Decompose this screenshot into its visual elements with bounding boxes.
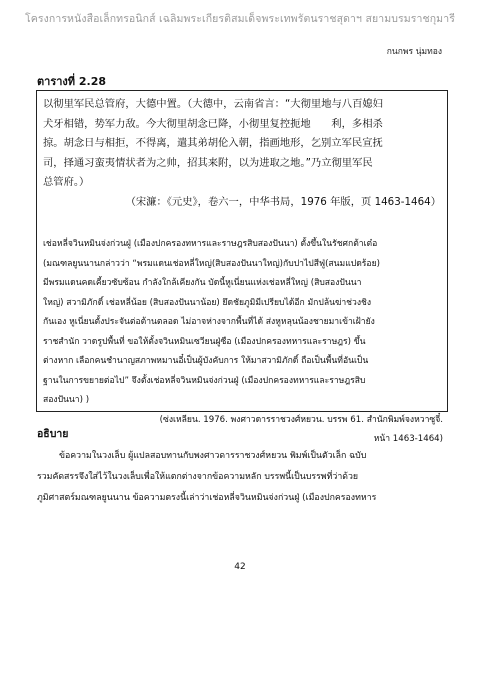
page-number: 42 [234, 562, 246, 572]
zh-line: 掠。胡念日与相拒，不得离，遣其弟胡伦入朝，指画地形，乞别立军民宣抚 [43, 137, 383, 149]
zh-line: 司，择通习蛮夷情状者为之帅，招其来附，以为进取之地。”乃立彻里军民 [43, 156, 373, 169]
zh-line: 犬牙相错，势军力敌。今大彻里胡念已降，小彻里复控扼地 利，多相杀 [43, 117, 383, 130]
zh-citation: （宋濂：《元史》，卷六一，中华书局，1976 年版，页 1463-1464） [125, 195, 441, 208]
th-line: (มณฑลยูนนานกล่าวว่า “พรมแดนเช่อหลี่ใหญ่(สิบสองปันนาใหญ่)กับปาไปสีฟู่(สนมแปดร้อย) [43, 258, 380, 269]
th-line: ใหญ่) สวามิภักดิ์ เช่อหลี่น้อย (สิบสองปันนาน้อย) ยึดชัยภูมิมีเปรียบได้อีก มักปล้นฆ่าช่วงชิง [43, 297, 372, 308]
table-label: ตารางที่ 2.28 [37, 75, 106, 88]
zh-line: 总管府。） [43, 176, 90, 188]
explanation-body [37, 446, 449, 509]
th-line: เช่อหลี่จวินหมินจ่งก่วนฝู่ (เมืองปกครองทหารและราษฎรสิบสองปันนา) ตั้งขึ้นในรัชศกต้าเต๋อ [43, 239, 378, 249]
th-line: กันเอง หูเนี่ยนตั้งประจันต่อต้านตลอด ไม่อาจห่างจากพื้นที่ได้ ส่งหูหลุนน้องชายมาเข้าเฝ้ายัง [43, 317, 375, 327]
section-title: อธิบาย [37, 428, 69, 440]
th-line: มีพรมแดนคดเคี้ยวซับซ้อน กำลังใกล้เคียงกัน บัดนี้หูเนี่ยนแห่งเช่อหลี่ใหญ่ (สิบสองปันนา [43, 278, 362, 288]
author-name: กนกพร นุ่มทอง [386, 47, 442, 57]
chinese-text [43, 95, 443, 212]
th-line: ราชสำนัก วาดรูปพื้นที่ ขอให้ตั้งจวินหมินเซวียนฝู่ซือ (เมืองปกครองทหารและราษฎร) ขึ้น [43, 336, 366, 347]
thai-translation [43, 235, 443, 450]
th-line: สองปันนา) ) [43, 395, 90, 405]
body-line: รวมคัดสรรจึงใส่ไว้ในวงเล็บเพื่อให้แตกต่างจากข้อความหลัก บรรพนี้เป็นบรรพที่ว่าด้วย [37, 472, 359, 482]
page-header: โครงการหนังสือเล็กทรอนิกส์ เฉลิมพระเกียรติสมเด็จพระเทพรัตนราชสุดาฯ สยามบรมราชกุมารี [25, 13, 455, 25]
th-reference: (ซ่งเหลียน. 1976. พงศาวดารราชวงศ์หยวน. บรรพ 61. สำนักพิมพ์จงหวาซูจี๋. [159, 414, 443, 425]
th-line: ต่างหาก เลือกคนชำนาญสภาพหมานอี๋เป็นผู้บังคับการ ให้มาสวามิภักดิ์ ถือเป็นพื้นที่อันเป็น [43, 356, 369, 366]
th-line: ฐานในการขยายต่อไป” จึงตั้งเช่อหลี่จวินหมินจ่งก่วนฝู่ (เมืองปกครองทหารและราษฎรสิบ [43, 375, 366, 386]
body-line: ภูมิศาสตร์มณฑลยูนนาน ข้อความตรงนี้เล่าว่าเช่อหลี่จวินหมินจ่งก่วนฝู่ (เมืองปกครองทหาร [37, 493, 377, 503]
zh-line: 以彻里军民总管府，大德中置。（大德中，云南省言：“大彻里地与八百媳妇 [43, 98, 383, 110]
th-reference-pages: หน้า 1463-1464) [373, 434, 443, 444]
body-line: ข้อความในวงเล็บ ผู้แปลสอบทานกับพงศาวดารราชวงศ์หยวน พิมพ์เป็นตัวเล็ก ฉบับ [59, 451, 367, 461]
